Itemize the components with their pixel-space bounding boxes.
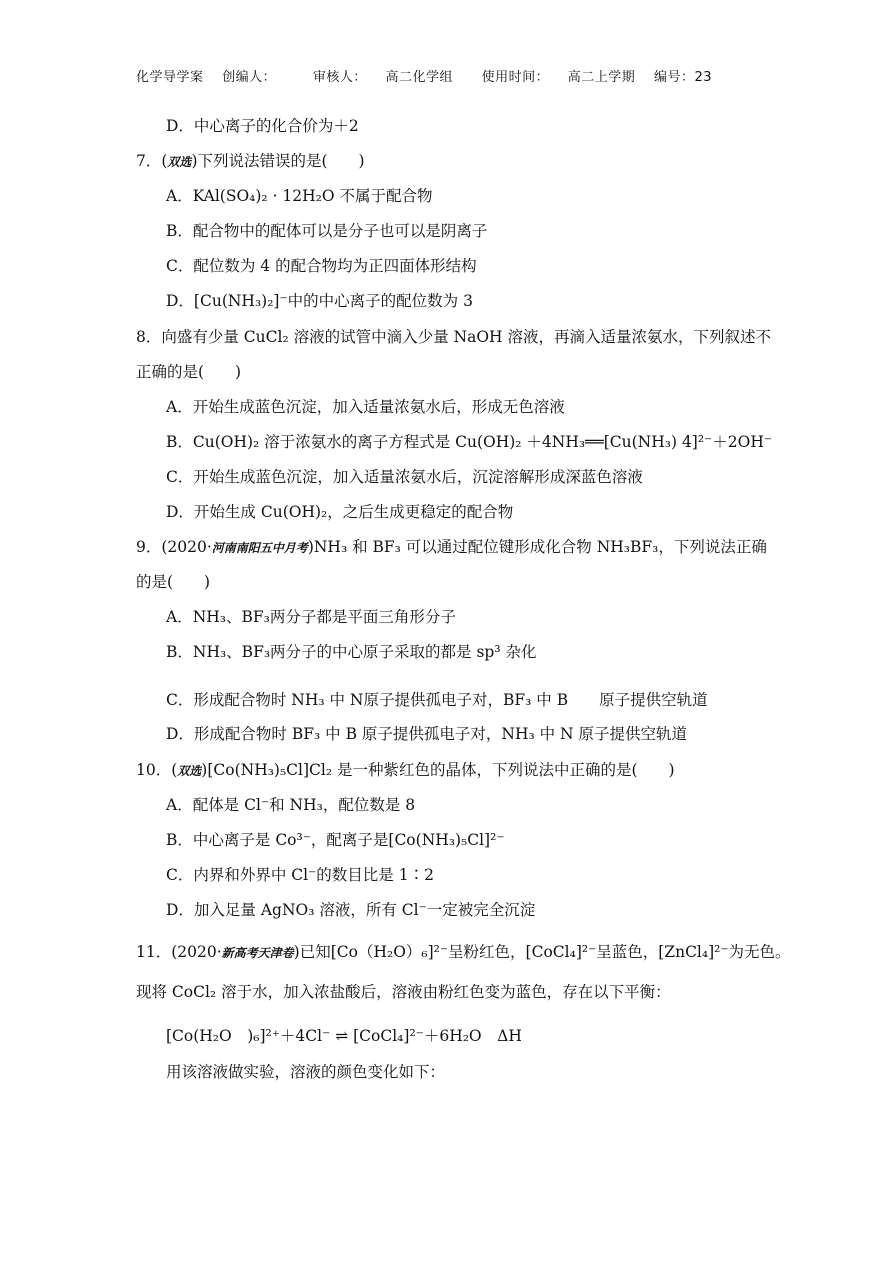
q11-stem-2: 现将 CoCl₂ 溶于水，加入浓盐酸后，溶液由粉红色变为蓝色，存在以下平衡： xyxy=(136,983,671,1001)
q6-option-d: D．中心离子的化合价为＋2 xyxy=(166,117,359,135)
q11-text: )已知[Co（H₂O）₆]²⁻呈粉红色，[CoCl₄]²⁻呈蓝色，[ZnCl₄]²⁻为无色。 xyxy=(293,943,791,961)
q9-option-a: A．NH₃、BF₃两分子都是平面三角形分子 xyxy=(166,608,456,626)
header-title: 化学导学案 xyxy=(136,70,204,85)
q8-option-d: D．开始生成 Cu(OH)₂，之后生成更稳定的配合物 xyxy=(166,503,514,521)
q9-number: 9．(2020· xyxy=(136,538,212,556)
q7-option-d: D．[Cu(NH₃)₂]⁻中的中心离子的配位数为 3 xyxy=(166,292,473,310)
header-reviewer: 高二化学组 xyxy=(385,70,453,85)
q10-tag: 双选 xyxy=(177,764,202,778)
q11-stem-3: 用该溶液做实验，溶液的颜色变化如下： xyxy=(166,1063,446,1081)
q9-text: )NH₃ 和 BF₃ 可以通过配位键形成化合物 NH₃BF₃，下列说法正确 xyxy=(307,538,767,556)
q10-stem xyxy=(136,760,675,781)
header-author-label: 创编人： xyxy=(222,70,277,85)
q8-stem-1: 8．向盛有少量 CuCl₂ 溶液的试管中滴入少量 NaOH 溶液，再滴入适量浓氨水，下列叙述不 xyxy=(136,328,771,346)
q10-option-c: C．内界和外界中 Cl⁻的数目比是 1∶2 xyxy=(166,866,434,884)
q8-option-c: C．开始生成蓝色沉淀，加入适量浓氨水后，沉淀溶解形成深蓝色溶液 xyxy=(166,468,643,486)
q9-option-b: B．NH₃、BF₃两分子的中心原子采取的都是 sp³ 杂化 xyxy=(166,643,537,661)
header-time-label: 使用时间： xyxy=(481,70,550,85)
page-header xyxy=(136,66,726,85)
q11-number: 11．(2020· xyxy=(136,943,222,961)
q7-option-a: A．KAl(SO₄)₂ · 12H₂O 不属于配合物 xyxy=(166,187,433,205)
q10-option-b: B．中心离子是 Co³⁻，配离子是[Co(NH₃)₅Cl]²⁻ xyxy=(166,831,505,849)
q10-number: 10．( xyxy=(136,761,178,779)
q10-option-a: A．配体是 Cl⁻和 NH₃，配位数是 8 xyxy=(166,796,416,814)
q10-text: )[Co(NH₃)₅Cl]Cl₂ 是一种紫红色的晶体，下列说法中正确的是( ) xyxy=(201,761,675,779)
q8-option-b: B．Cu(OH)₂ 溶于浓氨水的离子方程式是 Cu(OH)₂ ＋4NH₃══[Cu(NH₃) 4]²⁻＋2OH⁻ xyxy=(166,433,773,451)
q8-option-a: A．开始生成蓝色沉淀，加入适量浓氨水后，形成无色溶液 xyxy=(166,398,565,416)
q10-option-d: D．加入足量 AgNO₃ 溶液，所有 Cl⁻一定被完全沉淀 xyxy=(166,901,536,919)
q11-equation: [Co(H₂O )₆]²⁺＋4Cl⁻ ⇌ [CoCl₄]²⁻＋6H₂O ΔH xyxy=(166,1027,522,1045)
q11-stem-1 xyxy=(136,942,791,963)
q7-text: )下列说法错误的是( ) xyxy=(191,152,365,170)
q9-option-c: C．形成配合物时 NH₃ 中 N原子提供孤电子对，BF₃ 中 B 原子提供空轨道 xyxy=(166,691,708,709)
q7-option-b: B．配合物中的配体可以是分子也可以是阴离子 xyxy=(166,222,488,240)
q7-option-c: C．配位数为 4 的配合物均为正四面体形结构 xyxy=(166,257,477,275)
q9-stem-1 xyxy=(136,537,767,558)
q9-stem-2: 的是( ) xyxy=(136,573,211,591)
header-term: 高二上学期 xyxy=(567,70,636,85)
q7-stem xyxy=(136,151,365,172)
q7-number: 7．( xyxy=(136,152,168,170)
q9-option-d: D．形成配合物时 BF₃ 中 B 原子提供孤电子对，NH₃ 中 N 原子提供空轨道 xyxy=(166,725,688,743)
q7-tag: 双选 xyxy=(167,155,192,169)
q9-tag: 河南南阳五中月考 xyxy=(211,541,308,555)
q8-stem-2: 正确的是( ) xyxy=(136,363,242,381)
q11-tag: 新高考天津卷 xyxy=(221,946,294,960)
header-number: 编号：23 xyxy=(653,70,712,85)
header-reviewer-label: 审核人： xyxy=(312,70,367,85)
